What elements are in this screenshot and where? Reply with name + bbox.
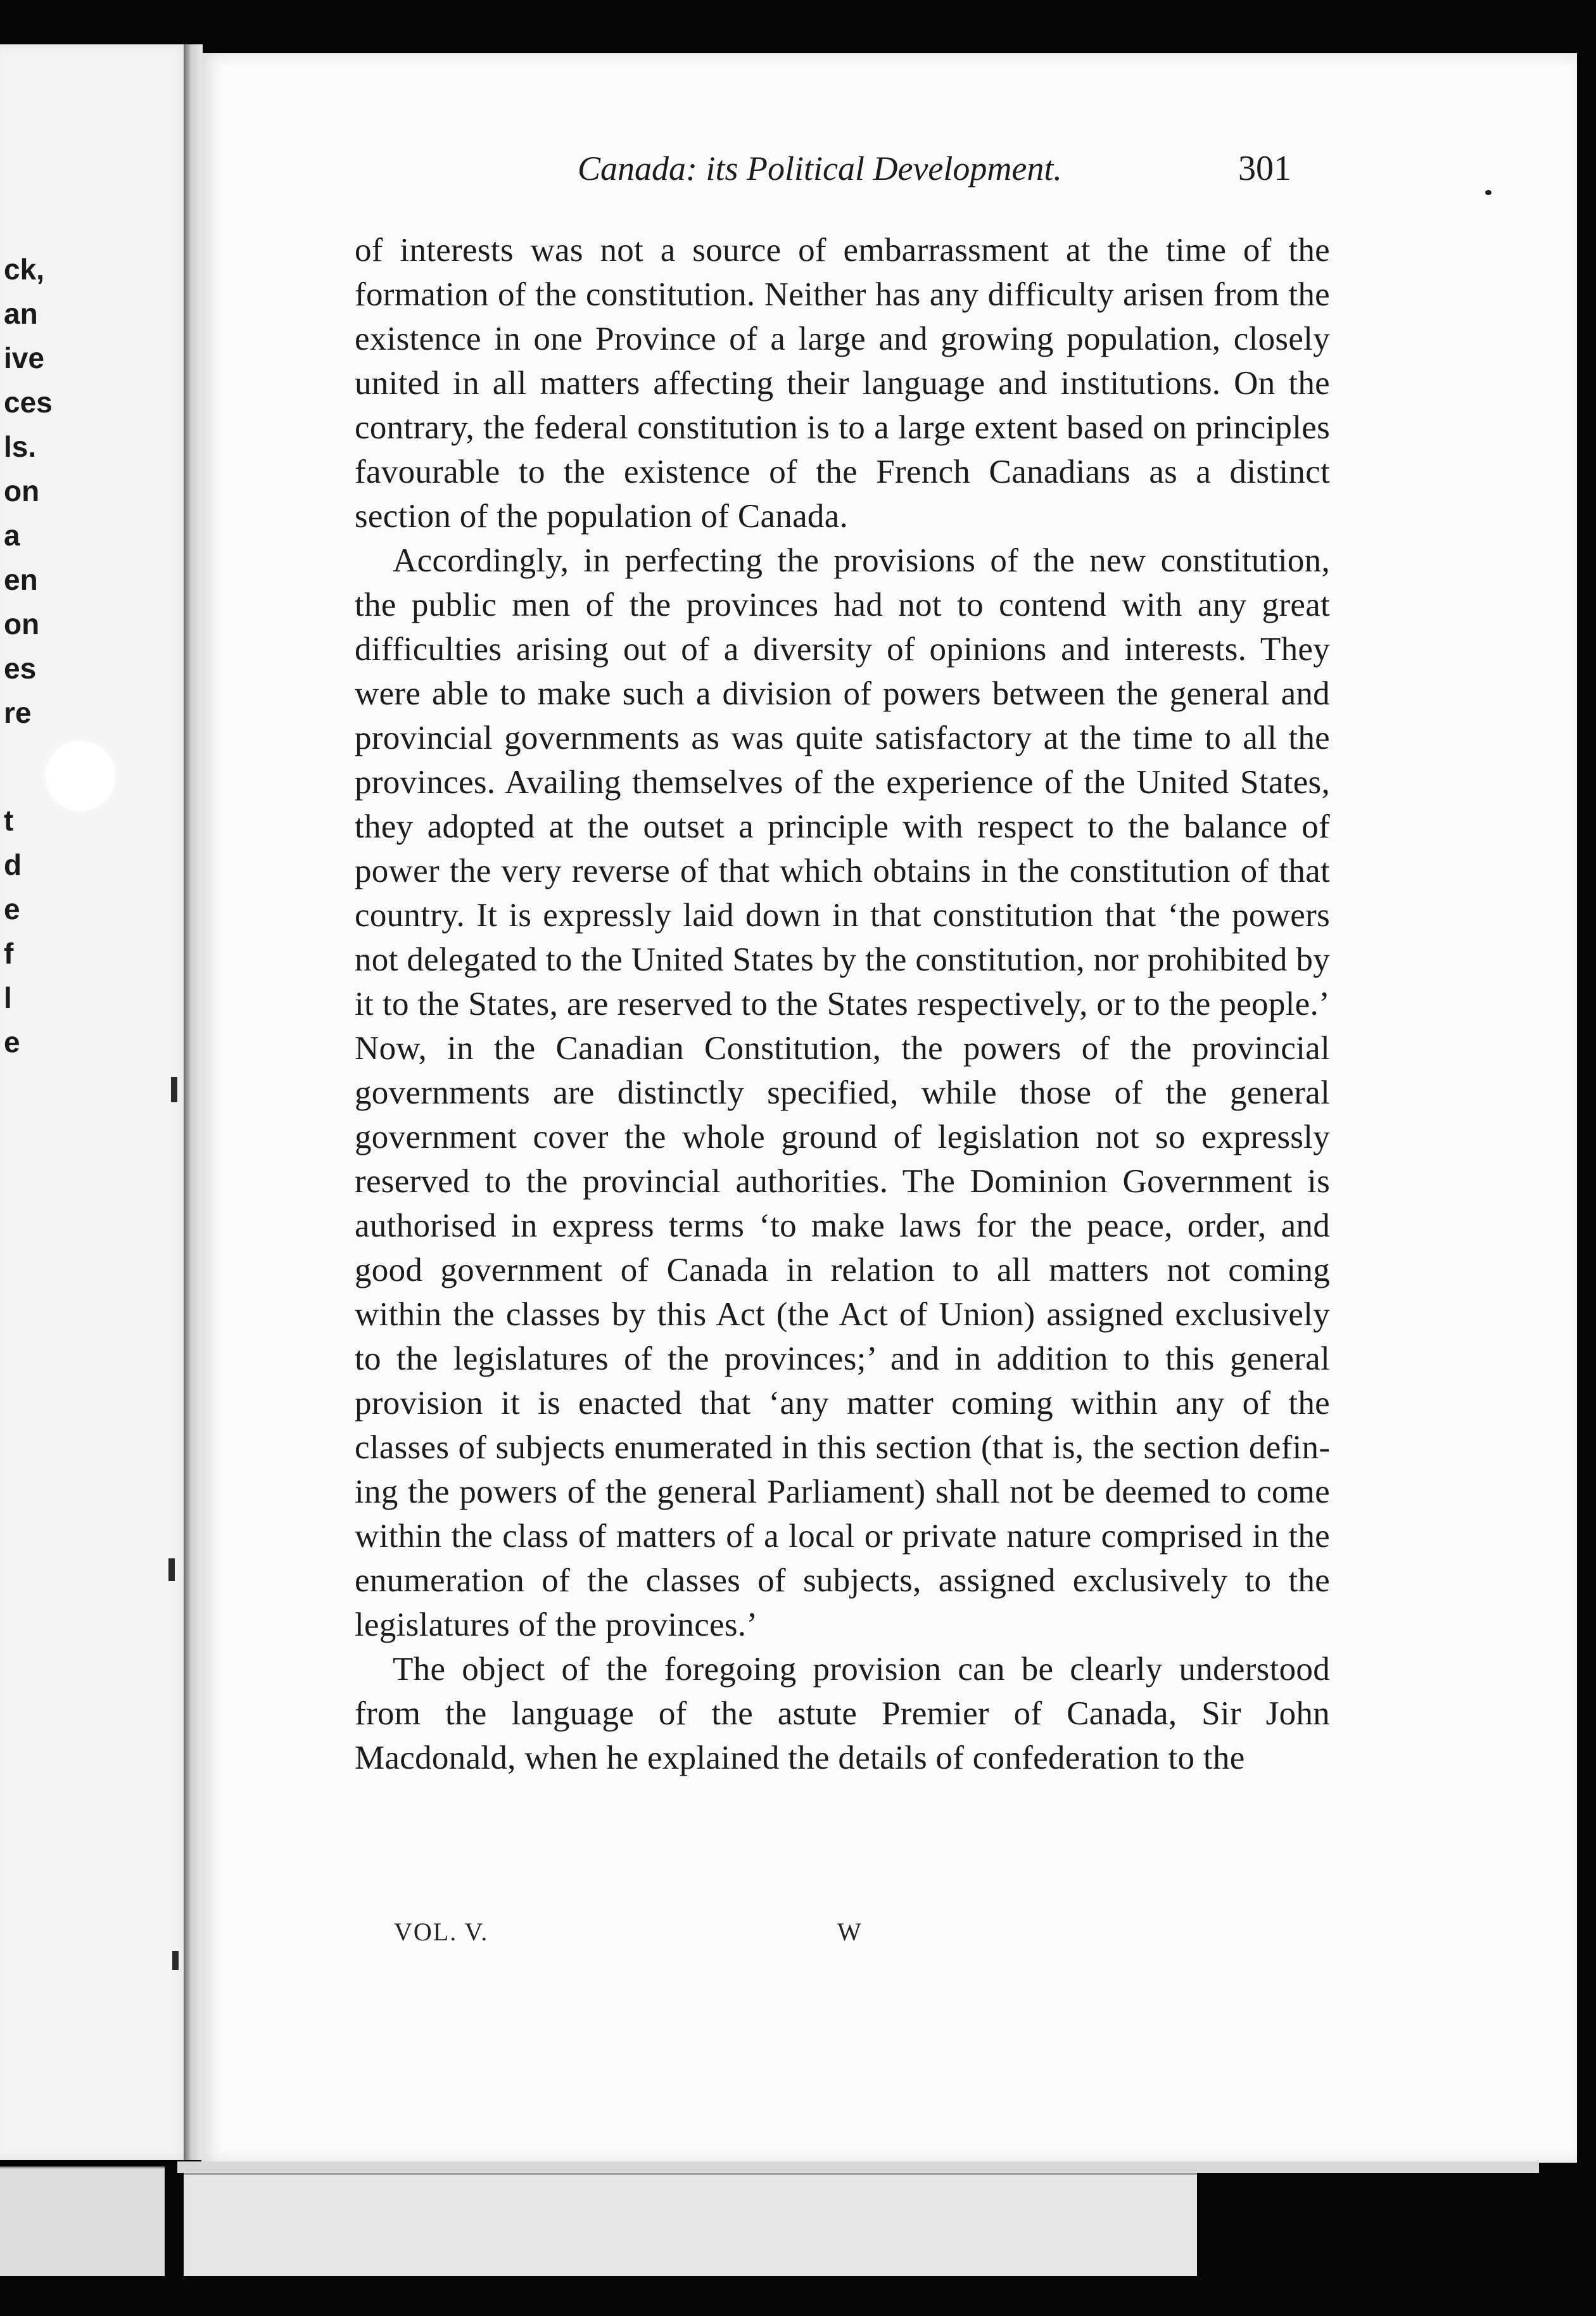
facing-page-line: l: [4, 981, 12, 1014]
facing-page-line: en: [4, 563, 38, 596]
facing-page-line: on: [4, 608, 40, 640]
page-footer: [394, 1914, 901, 1950]
page-bottom-edge: [177, 2161, 1539, 2173]
ink-speck: [1485, 190, 1492, 195]
binding-thread-mark: [168, 1558, 175, 1581]
facing-page-text-fragments: [4, 247, 53, 1064]
paragraph: The object of the foregoing provision can be clearly understood from the language of the astute Premier of Canada, Sir John Macdonald, when he explained the details of confederation to the: [355, 1651, 1330, 1776]
binding-gutter: [184, 44, 203, 2160]
facing-page-left: [0, 44, 194, 2160]
running-title: Canada: its Political Development.: [578, 150, 1062, 188]
facing-page-line: ive: [4, 341, 44, 374]
facing-page-line: f: [4, 937, 14, 970]
facing-page-edge: [0, 2166, 165, 2276]
paragraph: of interests was not a source of embarrassment at the time of the formation of the constitution. Neither has any difficulty arisen from the existence in one Province of a large and growing population, closely united in all matters affecting their language and institutions. On the contrary, the federal constitution is to a large extent based on principles favourable to the existence of the French Canadians as a distinct section of the population of Canada.: [355, 232, 1330, 535]
facing-page-line: ck,: [4, 253, 44, 286]
facing-page-line: on: [4, 474, 40, 507]
facing-page-line: e: [4, 1026, 20, 1059]
facing-page-line: ces: [4, 386, 53, 419]
facing-page-line: ls.: [4, 430, 37, 463]
facing-page-line: re: [4, 696, 32, 729]
facing-page-line: es: [4, 652, 37, 685]
volume-label: VOL. V.: [394, 1918, 489, 1946]
binding-thread-mark: [171, 1077, 177, 1102]
running-head: [355, 143, 1305, 194]
facing-page-line: t: [4, 804, 14, 837]
page-number: 301: [1238, 149, 1291, 188]
binding-thread-mark: [172, 1951, 179, 1970]
facing-page-line: a: [4, 519, 20, 552]
paragraph: Accordingly, in perfecting the provisions of the new constitution, the public men of the provinces had not to contend with any great difficulties arising out of a diversity of opinions and interests. They were able to make such a division of powers between the general and provincial governments as was quite satisfactory at the time to all the provinces. Availing themselves of the experience of the United States, they adopted at the outset a principle with respect to the balance of power the very reverse of that which obtains in the constitution of that country. It is expressly laid down in that constitution that ‘the powers not delegated to the United States by the constitution, nor prohibited by it to the States, are reserved to the States respectively, or to the people.’ Now, in the Canadian Constitution, the powers of the provincial governments are distinctly specified, while those of the general government cover the whole ground of legislation not so expressly reserved to the provincial authorities. The Dominion Government is authorised in express terms ‘to make laws for the peace, order, and good government of Canada in relation to all matters not coming within the classes by this Act (the Act of Union) assigned exclusively to the legislatures of the provinces;’ and in addition to this general provision it is enacted that ‘any matter coming within any of the classes of subjects enumerated in this section (that is, the section defining the powers of the general Parliament) shall not be deemed to come within the class of matters of a local or private nature comprised in the enumeration of the classes of subjects, assigned exclusively to the legislatures of the provinces.’: [355, 542, 1330, 1643]
paper-stain: [46, 741, 115, 811]
facing-page-line: an: [4, 297, 38, 330]
signature-mark: W: [837, 1918, 863, 1946]
facing-page-line: e: [4, 893, 20, 926]
page-body: [355, 228, 1330, 1780]
facing-page-line: d: [4, 848, 22, 881]
underlying-page-edge: [184, 2173, 1197, 2276]
